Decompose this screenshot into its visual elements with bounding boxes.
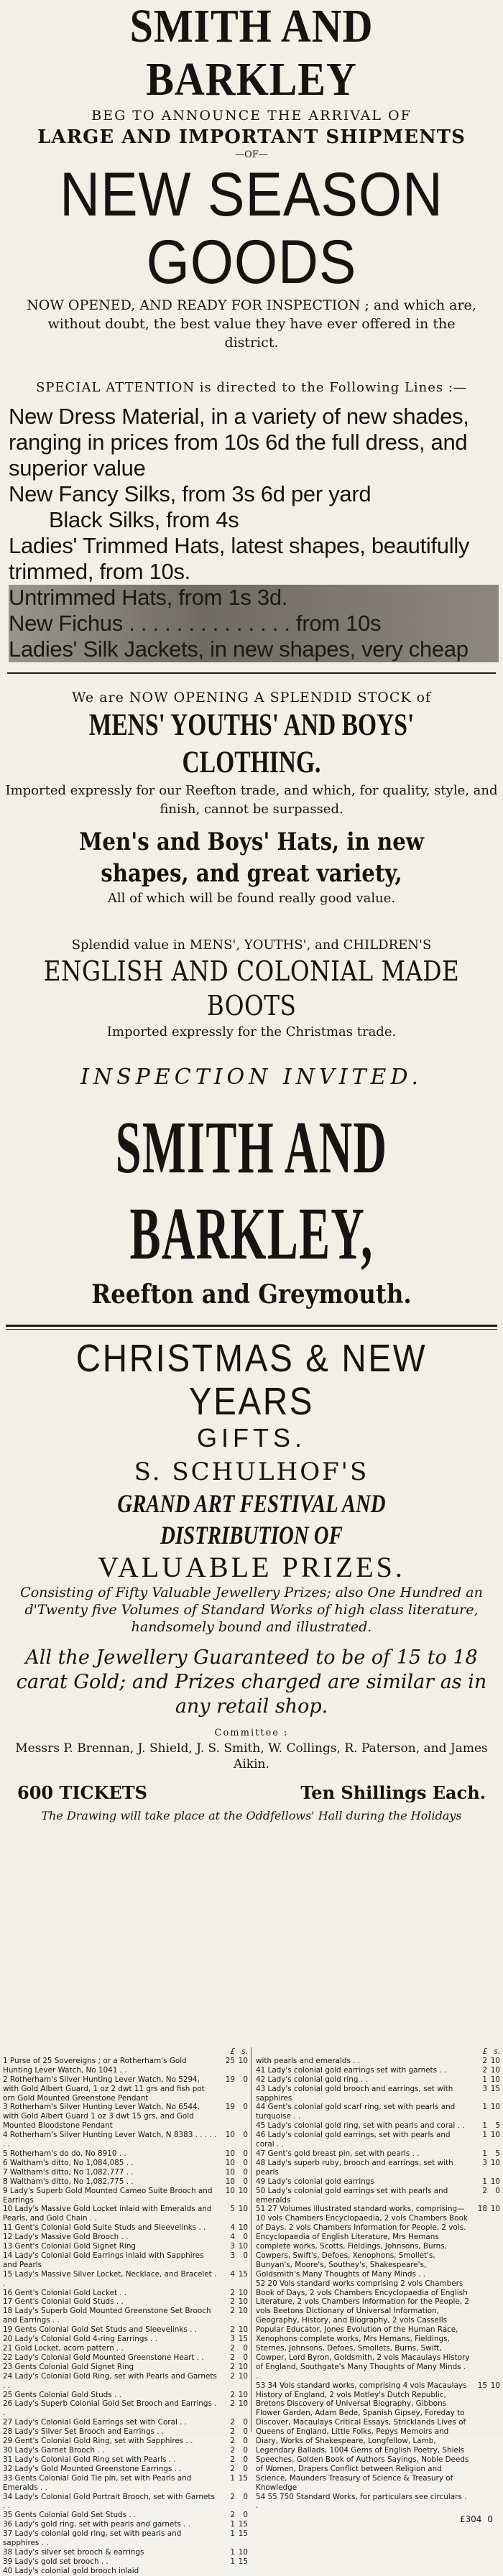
- prize-description: 10 Lady's Massive Gold Locket inlaid with Emeralds and Pearls, and Gold Chain . .: [3, 2205, 212, 2223]
- prize-pounds: [471, 2493, 487, 2511]
- prize-description: 14 Lady's Colonial Gold Earrings inlaid with Sapphires and Pearls: [3, 2251, 204, 2269]
- prize-row: [3, 2075, 248, 2103]
- prize-shillings: 10: [238, 2242, 248, 2251]
- prize-pounds: 25: [225, 2056, 235, 2065]
- prize-shillings: 5: [495, 2121, 500, 2131]
- prize-description: 30 Lady's Garnet Brooch . .: [3, 2445, 105, 2455]
- prize-description: 26 Lady's Superb Colonial Gold Set Brooch and Earrings . .: [3, 2399, 217, 2418]
- prize-description: 5 Rotherham's do do, No 8910 . .: [3, 2149, 126, 2158]
- prize-shillings: 15: [238, 2269, 248, 2279]
- prize-row: [3, 2511, 248, 2520]
- prize-row: [256, 2085, 500, 2103]
- prize-row: [3, 2529, 248, 2548]
- prize-pounds: 2: [230, 2427, 235, 2437]
- smith-barkley-advertisement: [4, 0, 499, 1824]
- ad-title: SMITH AND BARKLEY: [129, 0, 374, 106]
- prize-description: 3 Rotherham's Silver Hunting Lever Watch, No 6544, with Gold Albert Guard 1 oz 3 dwt 15 grs, and Gold Mounted Bloodstone Pendant: [3, 2103, 200, 2131]
- prize-description: 15 Lady's Massive Silver Locket, Necklace, and Bracelet . .: [3, 2269, 217, 2288]
- prize-shillings: 10: [490, 2056, 500, 2065]
- gifts-heading: GIFTS.: [197, 1423, 306, 1453]
- prize-row: [3, 2177, 248, 2187]
- prize-row: [256, 2279, 500, 2381]
- shillings-header: s.: [494, 2047, 500, 2056]
- prize-shillings: 10: [490, 2158, 500, 2167]
- prize-pounds: 15: [477, 2381, 487, 2390]
- prize-pounds: 2: [482, 2186, 487, 2195]
- list-item: Black Silks, from 4s: [49, 507, 239, 532]
- currency-header: [3, 2047, 248, 2057]
- prize-row: [256, 2177, 500, 2187]
- goods-list: [4, 404, 499, 662]
- prize-description: 7 Waltham's ditto, No 1,082,777 . .: [3, 2167, 134, 2177]
- prize-row: [3, 2455, 248, 2465]
- prize-pounds: 2: [230, 2371, 235, 2381]
- prize-shillings: 10: [238, 2186, 248, 2195]
- prize-row: [3, 2223, 248, 2233]
- prize-shillings: 10: [490, 2205, 500, 2214]
- prize-description: 27 Lady's Colonial Gold Earrings set with Coral . .: [3, 2418, 188, 2427]
- prize-pounds: 5: [230, 2205, 235, 2214]
- prize-description: 18 Lady's Superb Gold Mounted Greenstone Set Brooch and Earrings . .: [3, 2307, 211, 2325]
- prize-row: [3, 2270, 248, 2289]
- prize-shillings: 0: [243, 2103, 248, 2112]
- inspection-invited: INSPECTION INVITED.: [80, 1065, 423, 1090]
- prize-row: [3, 2557, 248, 2567]
- prize-pounds: 4: [230, 2269, 235, 2279]
- prize-pounds: 2: [230, 2511, 235, 2520]
- divider: [6, 1325, 497, 1330]
- good-value-text: All of which will be found really good value.: [107, 891, 396, 906]
- prize-shillings: 10: [490, 2381, 500, 2390]
- prize-pounds: 18: [477, 2205, 487, 2214]
- list-item: New Fancy Silks, from 3s 6d per yard: [9, 481, 372, 506]
- prize-shillings: 0: [243, 2353, 248, 2362]
- prize-shillings: 0: [243, 2445, 248, 2455]
- prize-row: [3, 2520, 248, 2529]
- prize-description: 28 Lady's Silver Set Brooch and Earrings . .: [3, 2427, 165, 2437]
- prize-shillings: 10: [238, 2288, 248, 2297]
- prize-description: 39 Lady's gold set brooch . .: [3, 2557, 109, 2566]
- list-item: Ladies' Trimmed Hats, latest shapes, beautifully trimmed, from 10s.: [9, 533, 470, 584]
- now-opened-text: NOW OPENED, AND READY FOR INSPECTION ; and which are, without doubt, the best value they have ever offered in the district.: [27, 297, 476, 351]
- prize-shillings: 10: [238, 2547, 248, 2557]
- prize-pounds: 2: [230, 2288, 235, 2297]
- prize-shillings: [487, 2493, 500, 2511]
- prize-shillings: 0: [243, 2418, 248, 2427]
- prize-shillings: 5: [495, 2149, 500, 2158]
- prize-row: [3, 2391, 248, 2400]
- prize-pounds: 1: [230, 2557, 235, 2566]
- prize-pounds: 4: [230, 2233, 235, 2242]
- prize-description: 36 Lady's gold ring, set with pearls and garnets . .: [3, 2520, 191, 2529]
- prize-pounds: 2: [230, 2437, 235, 2446]
- prize-pounds: 10: [225, 2167, 235, 2177]
- drawing-text: The Drawing will take place at the Oddfellows' Hall during the Holidays: [41, 1809, 462, 1822]
- prize-row: [3, 2567, 248, 2576]
- tickets-count: 600 TICKETS: [17, 1782, 147, 1803]
- prize-row: [256, 2103, 500, 2121]
- prize-pounds: 2: [230, 2455, 235, 2464]
- guarantee-text: All the Jewellery Guaranteed to be of 15 to 18 carat Gold; and Prizes charged are similar as in any retail shop.: [16, 1646, 487, 1718]
- prize-row: [3, 2446, 248, 2455]
- prize-pounds: 10: [225, 2149, 235, 2158]
- valuable-prizes-heading: VALUABLE PRIZES.: [98, 1551, 405, 1583]
- list-item: New Dress Material, in a variety of new shades, ranging in prices from 10s 6d the full dress, and superior value: [9, 404, 469, 481]
- prize-pounds: 3: [230, 2251, 235, 2260]
- prize-row: [3, 2242, 248, 2251]
- prize-row: [3, 2353, 248, 2363]
- firm-towns: Reefton and Greymouth.: [91, 1279, 412, 1310]
- boots-heading: ENGLISH AND COLONIAL MADE BOOTS: [43, 955, 460, 1021]
- prize-shillings: 15: [490, 2084, 500, 2093]
- prize-shillings: 10: [490, 2177, 500, 2186]
- total-shillings: 0: [487, 2514, 493, 2525]
- prize-description: 44 Gent's colonial gold scarf ring, set with pearls and turquoise . .: [256, 2103, 456, 2121]
- prize-description: 17 Gent's Colonial Gold Studs . .: [3, 2297, 124, 2307]
- prize-shillings: 10: [238, 2205, 248, 2214]
- prize-row: [256, 2075, 500, 2085]
- imported-text: Imported expressly for our Reefton trade, and which, for quality, style, and finish, cannot be surpassed.: [5, 783, 498, 817]
- prize-shillings: 0: [495, 2186, 500, 2195]
- ticket-price: Ten Shillings Each.: [300, 1782, 486, 1803]
- prize-description: with pearls and emeralds . .: [256, 2056, 361, 2065]
- prize-row: [3, 2437, 248, 2446]
- prize-description: 47 Gent's gold breast pin, set with pearls . .: [256, 2149, 420, 2158]
- prize-shillings: 10: [238, 2223, 248, 2233]
- clothing-heading: MENS' YOUTHS' AND BOYS' CLOTHING.: [88, 708, 415, 779]
- splendid-value-text: Splendid value in MENS', YOUTHS', and CHILDREN'S: [71, 937, 432, 953]
- prize-pounds: 10: [225, 2177, 235, 2186]
- prize-description: 43 Lady's colonial gold brooch and earrings, set with sapphires: [256, 2084, 453, 2103]
- prize-description: 6 Waltham's ditto, No 1,084,085 . .: [3, 2158, 134, 2167]
- prize-pounds: 1: [482, 2177, 487, 2186]
- prize-description: 49 Lady's colonial gold earrings: [256, 2177, 374, 2186]
- prize-pounds: 2: [230, 2445, 235, 2455]
- list-item: Untrimmed Hats, from 1s 3d.: [9, 585, 499, 611]
- prize-shillings: 10: [490, 2075, 500, 2084]
- new-season-goods-heading: NEW SEASON GOODS: [60, 160, 443, 297]
- shipments-heading: LARGE AND IMPORTANT SHIPMENTS: [37, 126, 466, 148]
- prize-row: [256, 2205, 500, 2279]
- prize-pounds: 2: [230, 2297, 235, 2307]
- prize-pounds: 1: [482, 2131, 487, 2140]
- prize-row: [3, 2548, 248, 2557]
- prize-shillings: 0: [243, 2455, 248, 2464]
- prize-row: [3, 2159, 248, 2168]
- prize-shillings: 0: [243, 2437, 248, 2446]
- prize-shillings: 0: [243, 2511, 248, 2520]
- prize-shillings: 10: [238, 2371, 248, 2381]
- prize-description: 13 Gent's Colonial Gold Signet Ring: [3, 2242, 137, 2251]
- prize-pounds: 10: [225, 2131, 235, 2140]
- prize-row: [256, 2121, 500, 2131]
- prize-shillings: 10: [490, 2065, 500, 2075]
- prize-pounds: 2: [230, 2362, 235, 2371]
- prize-description: 22 Lady's Colonial Gold Mounted Greenstone Heart . .: [3, 2353, 204, 2362]
- prize-shillings: 10: [490, 2131, 500, 2140]
- prize-row: [3, 2474, 248, 2493]
- prize-pounds: 2: [482, 2056, 487, 2065]
- prize-shillings: 0: [243, 2427, 248, 2437]
- prize-description: 20 Lady's Colonial Gold 4-ring Earrings . .: [3, 2335, 158, 2344]
- prize-description: 31 Lady's Colonial Gold Ring set with Pearls . .: [3, 2455, 176, 2464]
- prize-row: [256, 2187, 500, 2205]
- special-attention-text: SPECIAL ATTENTION is directed to the Following Lines :—: [36, 380, 467, 395]
- prize-pounds: 2: [482, 2065, 487, 2075]
- prize-pounds: 19: [225, 2075, 235, 2084]
- prize-shillings: 10: [238, 2056, 248, 2065]
- prize-pounds: 19: [225, 2103, 235, 2112]
- prize-row: [3, 2335, 248, 2344]
- prize-row: [256, 2381, 500, 2493]
- prize-shillings: 0: [243, 2233, 248, 2242]
- currency-header: [256, 2047, 500, 2057]
- prize-pounds: 3: [230, 2242, 235, 2251]
- prize-row: [3, 2399, 248, 2418]
- prize-description: 40 Lady's colonial gold brooch inlaid: [3, 2566, 139, 2575]
- prize-description: 21 Gold Locket, acorn pattern . .: [3, 2344, 124, 2353]
- prize-description: 45 Lady's colonial gold ring, set with pearls and coral . .: [256, 2121, 465, 2131]
- prize-description: 9 Lady's Superb Gold Mounted Cameo Suite Brooch and Earrings: [3, 2186, 213, 2205]
- announce-line: BEG TO ANNOUNCE THE ARRIVAL OF: [91, 108, 412, 124]
- prize-row: [3, 2418, 248, 2427]
- prize-row: [3, 2297, 248, 2307]
- prize-description: 52 20 Vols standard works comprising 2 vols Chambers Book of Days, 2 vols Chambers Encyclopaedia of English Literature, 2 vols Chambers Information for the People, 2 vols Beetons Dictionary of Universal Information, Geography, History, and Biography, 2 vols Cassells Popular Educator, Jones Evolution of the Human Race, Xenophons complete works, Mrs Hemans, Fieldings, Sternes, Johnsons, Defoes, Smollets, Burns, Swift, Cowper, Lord Byron, Goldsmith, 2 vols Macaulays History of England, Southgate's Many Thoughts of Many Minds . .: [256, 2279, 470, 2381]
- prize-description: 54 55 750 Standard Works, for particulars see circulars . .: [256, 2492, 467, 2511]
- prize-shillings: 10: [238, 2399, 248, 2409]
- prize-pounds: [471, 2279, 487, 2381]
- consisting-text: Consisting of Fifty Valuable Jewellery Prizes; also One Hundred an d'Twenty five Volumes of Standard Works of high class literature, handsomely bound and illustrated.: [20, 1585, 483, 1635]
- prize-description: 42 Lady's colonial gold ring . .: [256, 2075, 368, 2084]
- prize-row: [3, 2307, 248, 2325]
- prize-shillings: 10: [238, 2325, 248, 2335]
- prize-shillings: [487, 2279, 500, 2381]
- hats-heading: Men's and Boys' Hats, in new shapes, and great variety,: [79, 828, 424, 888]
- prize-description: 2 Rotherham's Silver Hunting Lever Watch, No 5294, with Gold Albert Guard, 1 oz 2 dwt 11 grs and fish pot orn Gold Mounted Greenstone Pendant: [3, 2075, 205, 2103]
- prize-pounds: 1: [482, 2121, 487, 2131]
- prize-description: 38 Lady's silver set brooch & earrings: [3, 2547, 144, 2557]
- prize-description: 16 Gent's Colonial Gold Locket . .: [3, 2288, 127, 2297]
- pounds-header: £: [482, 2047, 487, 2056]
- prize-row: [3, 2372, 248, 2391]
- grand-festival-heading: GRAND ART FESTIVAL AND DISTRIBUTION OF: [117, 1489, 386, 1549]
- prize-row: [256, 2066, 500, 2075]
- prize-description: 48 Lady's superb ruby, brooch and earrings, set with pearls: [256, 2158, 453, 2177]
- prize-pounds: 4: [230, 2223, 235, 2233]
- prize-description: 23 Gents Colonial Gold Signet Ring: [3, 2362, 134, 2371]
- prize-shillings: 10: [238, 2307, 248, 2316]
- prize-pounds: 1: [482, 2075, 487, 2084]
- prize-total: [256, 2515, 500, 2524]
- prize-shillings: 0: [243, 2149, 248, 2158]
- prize-shillings: 15: [238, 2529, 248, 2539]
- prize-pounds: 1: [230, 2529, 235, 2539]
- prize-pounds: 2: [230, 2492, 235, 2501]
- prize-shillings: 10: [238, 2390, 248, 2399]
- prize-row: [3, 2493, 248, 2511]
- prize-shillings: 0: [243, 2158, 248, 2167]
- prize-shillings: 10: [490, 2103, 500, 2112]
- prize-pounds: 3: [482, 2158, 487, 2167]
- prize-row: [256, 2159, 500, 2177]
- prize-row: [3, 2363, 248, 2372]
- prize-shillings: 15: [238, 2557, 248, 2566]
- list-item: Ladies' Silk Jackets, in new shapes, very cheap: [9, 636, 499, 662]
- prize-pounds: 2: [230, 2353, 235, 2362]
- shillings-header: s.: [241, 2047, 248, 2056]
- prize-shillings: 10: [238, 2362, 248, 2371]
- list-item: New Fichus . . . . . . . . . . . . . . from 10s: [9, 611, 499, 636]
- prize-description: 11 Gent's Colonial Gold Suite Studs and Sleevelinks . .: [3, 2223, 206, 2233]
- prize-description: 1 Purse of 25 Sovereigns ; or a Rotherham's Gold Hunting Lever Watch, No 1041 . .: [3, 2056, 187, 2075]
- prize-pounds: 2: [230, 2390, 235, 2399]
- prize-pounds: 1: [230, 2520, 235, 2529]
- prize-description: 37 Lady's colonial gold ring, set with pearls and sapphires . .: [3, 2529, 182, 2548]
- prize-description: 12 Lady's Massive Gold Brooch . .: [3, 2233, 129, 2242]
- prize-shillings: 0: [243, 2177, 248, 2186]
- boots-imported-text: Imported expressly for the Christmas trade.: [106, 1024, 397, 1039]
- committee-label: Committee :: [214, 1728, 289, 1738]
- prize-pounds: 2: [230, 2307, 235, 2316]
- prize-pounds: 10: [225, 2158, 235, 2167]
- prize-description: 34 Lady's Colonial Gold Portrait Brooch, set with Garnets . .: [3, 2492, 215, 2511]
- prize-column-left: [3, 2047, 251, 2575]
- prize-shillings: 0: [243, 2251, 248, 2260]
- prize-row: [3, 2344, 248, 2353]
- prize-description: 8 Waltham's ditto, No 1,082,775 . .: [3, 2177, 134, 2186]
- prize-row: [3, 2103, 248, 2131]
- prize-description: 46 Lady's colonial gold earrings, set with pearls and coral . .: [256, 2131, 451, 2149]
- prize-pounds: 2: [230, 2418, 235, 2427]
- prize-shillings: 15: [238, 2520, 248, 2529]
- prize-pounds: 2: [230, 2344, 235, 2353]
- prize-shillings: 15: [238, 2335, 248, 2344]
- prize-shillings: 0: [243, 2344, 248, 2353]
- prize-pounds: 1: [482, 2103, 487, 2112]
- prize-row: [256, 2149, 500, 2159]
- prize-shillings: 0: [243, 2075, 248, 2084]
- prize-description: 32 Lady's Gold Mounted Greenstone Earrings . .: [3, 2464, 182, 2473]
- prize-pounds: 1: [482, 2149, 487, 2158]
- prize-pounds: 2: [230, 2399, 235, 2409]
- prize-pounds: 2: [230, 2325, 235, 2335]
- prize-row: [3, 2325, 248, 2335]
- committee-members: Messrs P. Brennan, J. Shield, J. S. Smith, W. Collings, R. Paterson, and James Aikin.: [15, 1741, 488, 1771]
- prize-shillings: 0: [243, 2492, 248, 2501]
- prize-description: 24 Lady's Colonial Gold Ring, set with Pearls and Garnets . .: [3, 2371, 217, 2390]
- prize-pounds: 10: [225, 2186, 235, 2195]
- total-pounds: £304: [459, 2514, 482, 2525]
- prize-pounds: 3: [230, 2335, 235, 2344]
- prize-row: [3, 2233, 248, 2242]
- prize-shillings: 15: [238, 2473, 248, 2483]
- prize-row: [3, 2131, 248, 2149]
- pounds-header: £: [230, 2047, 235, 2056]
- prize-description: 53 34 Vols standard works, comprising 4 vols Macaulays History of England, 2 vols Motley's Dutch Republic, Bretons Discovery of Universal Biography, Gibbons Flower Garden, Adam Bede, Spanish Gipsey, Foreday to Discover, Macaulays Critical Essays, Stricklands Lives of Queens of England, Little Folks, Pepys Memoirs and Diary, Works of Shakespeare, Longfellow, Lamb, Legendary Ballads, 1004 Gems of English Poetry, Shiels Speeches, Golden Book of Authors Sayings, Noble Deeds of Women, Drapers Conflict between Religion and Science, Maunders Treasury of Science & Treasury of Knowledge: [256, 2381, 469, 2492]
- prize-shillings: [235, 2567, 248, 2576]
- prize-row: [3, 2251, 248, 2270]
- prize-shillings: 0: [243, 2464, 248, 2473]
- prize-row: [3, 2465, 248, 2474]
- prize-column-right: [251, 2047, 500, 2525]
- prize-row: [3, 2168, 248, 2177]
- prize-row: [256, 2131, 500, 2149]
- of-separator: —OF—: [235, 149, 268, 160]
- divider: [7, 672, 496, 674]
- prize-description: 33 Gents Colonial Gold Tie pin, set with Pearls and Emeralds . .: [3, 2473, 192, 2492]
- prize-pounds: [219, 2567, 235, 2576]
- prize-description: 35 Gents Colonial Gold Set Studs . .: [3, 2511, 137, 2520]
- prize-row: [256, 2493, 500, 2511]
- prize-pounds: 1: [230, 2547, 235, 2557]
- prize-description: 29 Gent's Colonial Gold Ring, set with Sapphires . .: [3, 2437, 193, 2446]
- prize-shillings: 0: [243, 2167, 248, 2177]
- prize-description: 25 Gents Colonial Gold Studs . .: [3, 2390, 121, 2399]
- tickets-line: [4, 1781, 499, 1805]
- prize-description: 4 Rotherham's Silver Hunting Lever Watch, N 8383 . . . . . . .: [3, 2131, 217, 2149]
- prize-list: [3, 2047, 500, 2575]
- prize-description: 41 Lady's colonial gold earrings set with garnets . .: [256, 2065, 447, 2075]
- christmas-heading: CHRISTMAS & NEW YEARS: [75, 1337, 428, 1423]
- prize-row: [3, 2187, 248, 2205]
- prize-pounds: 2: [230, 2464, 235, 2473]
- prize-shillings: 0: [243, 2131, 248, 2140]
- prize-row: [3, 2057, 248, 2075]
- schulhof-name: S. SCHULHOF'S: [134, 1458, 369, 1486]
- prize-description: 51 27 Volumes illustrated standard works, comprising—10 vols Chambers Encyclopaedia, 2 vols Chambers Book of Days, 2 vols Chambers Information for People, 2 vols. Encyclopaedia of English Literature, Mrs Hemans complete works, Scotts, Fieldings, Johnsons, Burns, Cowpers, Swift's, Defoes, Xenophons, Smollet's, Bunyan's, Moore's, Southey's, Shakespeare's, Goldsmith's Many Thoughts of Many Minds . .: [256, 2205, 468, 2279]
- prize-row: [3, 2427, 248, 2437]
- prize-description: 50 Lady's colonial gold earrings set with pearls and emeralds: [256, 2186, 448, 2205]
- prize-row: [3, 2205, 248, 2223]
- firm-name: SMITH AND BARKLEY,: [115, 1106, 388, 1275]
- prize-row: [3, 2149, 248, 2159]
- prize-pounds: 3: [482, 2084, 487, 2093]
- opening-text: We are NOW OPENING A SPLENDID STOCK of: [71, 690, 432, 705]
- prize-pounds: 1: [230, 2473, 235, 2483]
- prize-description: 19 Gents Colonial Gold Set Studs and Sleevelinks . .: [3, 2325, 198, 2335]
- prize-row: [256, 2057, 500, 2066]
- prize-shillings: 10: [238, 2297, 248, 2307]
- prize-row: [3, 2289, 248, 2298]
